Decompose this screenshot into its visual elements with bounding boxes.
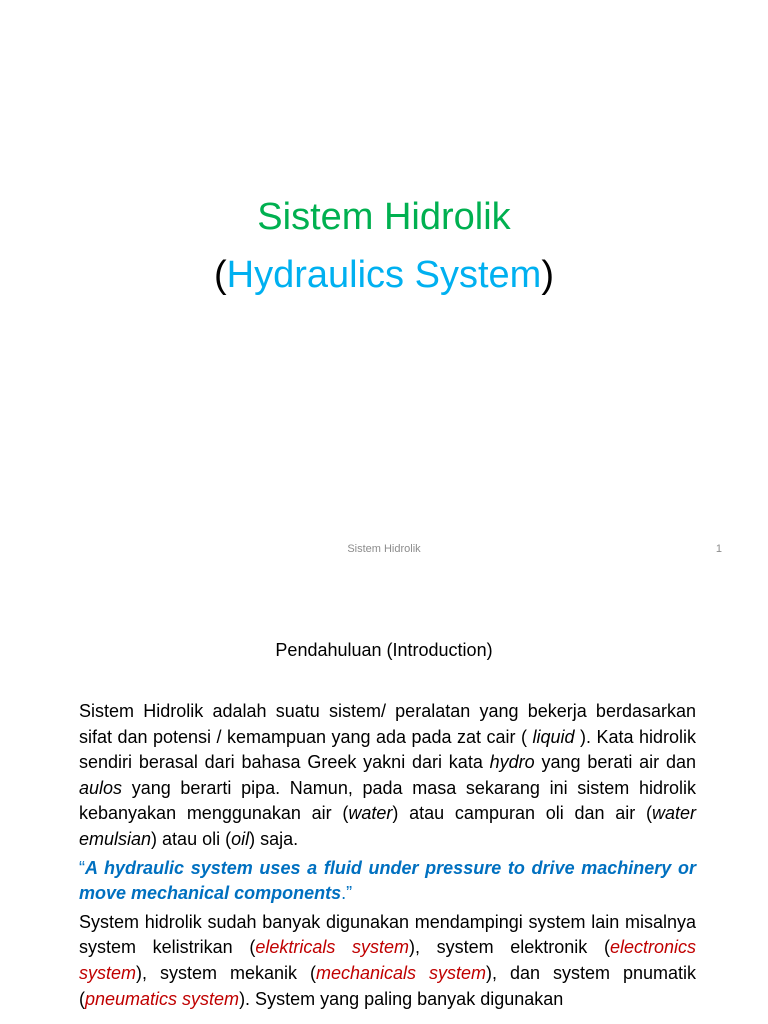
quote-block — [79, 856, 696, 907]
term-water-emulsian: water emulsian — [79, 803, 696, 849]
intro-slide — [0, 600, 768, 1024]
quote-text: A hydraulic system uses a fluid under pressure to drive machinery or move mechanical components — [79, 857, 696, 904]
section-heading: Pendahuluan (Introduction) — [275, 640, 493, 660]
paragraph-systems — [79, 910, 696, 1012]
text-run: System hidrolik sudah banyak digunakan mendampingi system lain misalnya system kelistrikan ( — [79, 911, 696, 958]
quote-close: .” — [341, 883, 353, 904]
text-run: ) saja. — [249, 828, 299, 849]
term-hydro: hydro — [489, 752, 535, 773]
slide-title: Sistem Hidrolik — [257, 196, 511, 238]
paren-close: ) — [541, 254, 554, 296]
subtitle-text: Hydraulics System — [226, 254, 542, 296]
term-electronics: electronics system — [79, 937, 696, 983]
term-elektricals: elektricals system — [255, 937, 409, 958]
text-run: ). Kata hidrolik sendiri berasal dari bahasa Greek yakni dari kata — [79, 726, 696, 773]
text-run: ), dan system pnumatik ( — [79, 962, 696, 1009]
term-liquid: liquid — [532, 726, 575, 747]
text-run: yang berati air dan — [534, 752, 696, 773]
term-oil: oil — [231, 828, 250, 849]
page-number: 1 — [715, 543, 722, 555]
text-run: ), system mekanik ( — [136, 962, 316, 983]
text-run: Sistem Hidrolik adalah suatu sistem/ peralatan yang bekerja berdasarkan sifat dan potensi / kemampuan yang ada pada zat cair ( — [79, 701, 696, 747]
text-run: ) atau oli ( — [151, 828, 232, 849]
text-run: ), system elektronik ( — [408, 937, 610, 958]
slide-subtitle — [0, 252, 768, 298]
quote-open: “ — [79, 857, 85, 878]
text-run: yang berarti pipa. Namun, pada masa sekarang ini sistem hidrolik kebanyakan menggunakan air ( — [79, 777, 696, 824]
term-pneumatics: pneumatics system — [85, 988, 240, 1009]
paragraph-definition — [79, 699, 696, 853]
text-run: ). System yang paling banyak digunakan — [239, 988, 564, 1009]
term-mechanicals: mechanicals system — [315, 962, 486, 983]
term-aulos: aulos — [79, 777, 123, 798]
paren-open: ( — [214, 254, 227, 296]
body-text — [79, 699, 696, 1012]
text-run: ) atau campuran oli dan air ( — [392, 803, 652, 824]
footer-title: Sistem Hidrolik — [347, 543, 421, 555]
term-water: water — [348, 803, 393, 824]
